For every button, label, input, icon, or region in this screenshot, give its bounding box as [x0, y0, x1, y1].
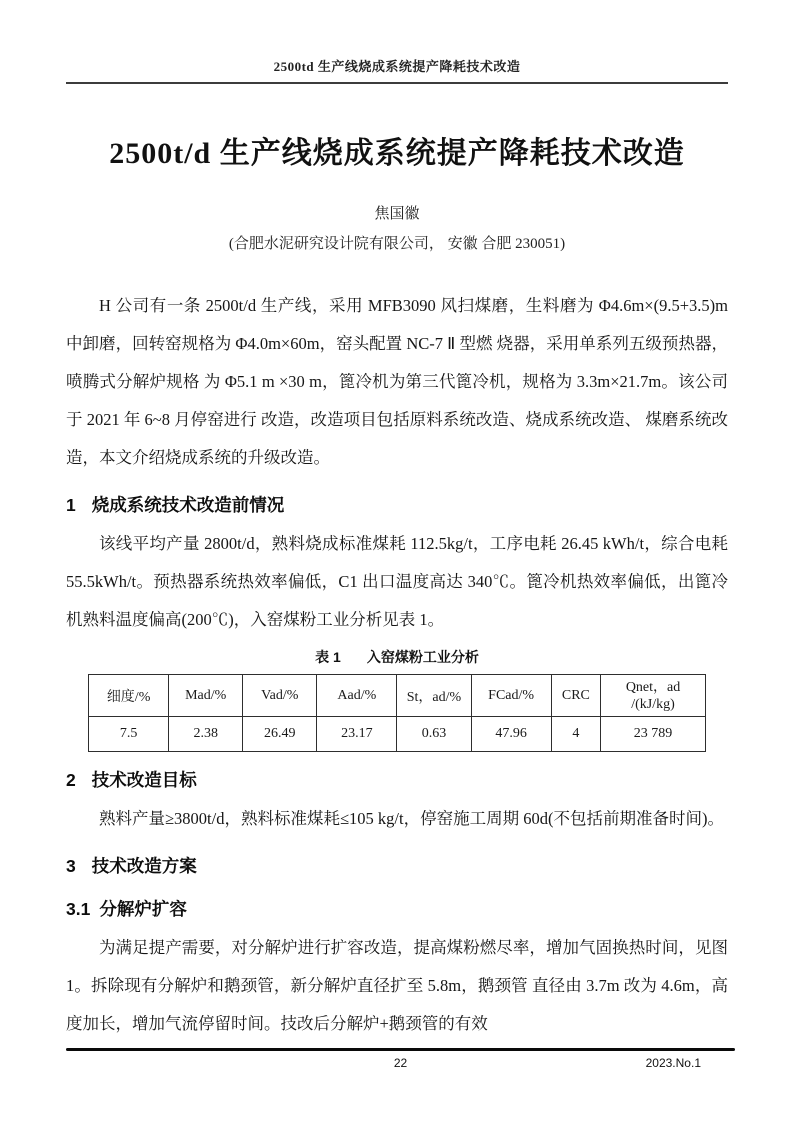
- table-cell: 4: [551, 717, 600, 752]
- table-header-cell: FCad/%: [471, 675, 551, 717]
- section-number: 2: [66, 770, 76, 790]
- section-3-1-paragraph: 为满足提产需要，对分解炉进行扩容改造，提高煤粉燃尽率，增加气固换热时间，见图 1。拆除现有分解炉和鹅颈管，新分解炉直径扩至 5.8m，鹅颈管 直径由 3.7m 改为 4.6m，高度加长，增加气流停留时间。技改后分解炉+鹅颈管的有效: [66, 938, 728, 1033]
- table-cell: 2.38: [169, 717, 243, 752]
- table-cell: 26.49: [243, 717, 317, 752]
- table-header-cell: St，ad/%: [397, 675, 471, 717]
- running-head: 2500td 生产线烧成系统提产降耗技术改造: [273, 59, 521, 74]
- section-number: 3.1: [66, 899, 91, 919]
- table-caption-label: 表 1: [315, 649, 341, 665]
- author: 焦国徽: [374, 206, 420, 222]
- paper-title: 2500t/d 生产线烧成系统提产降耗技术改造: [109, 137, 685, 170]
- table-cell: 23 789: [601, 717, 706, 752]
- intro-paragraph: H 公司有一条 2500t/d 生产线，采用 MFB3090 风扫煤磨，生料磨为 Φ4.6m×(9.5+3.5)m 中卸磨，回转窑规格为 Φ4.0m×60m，窑头配置 NC-7 Ⅱ 型燃 烧器，采用单系列五级预热器，喷腾式分解炉规格 为 Φ5.1 m ×30 m，篦冷机为第三代篦冷机，规格为 3.3m×21.7m。该公司于 2021 年 6~8 月停窑进行 改造，改造项目包括原料系统改造、烧成系统改造、 煤磨系统改造，本文介绍烧成系统的升级改造。: [66, 296, 728, 467]
- section-number: 3: [66, 856, 76, 876]
- table-cell: 0.63: [397, 717, 471, 752]
- table-header-line1: Qnet，ad: [625, 679, 681, 695]
- section-heading-3-1: [66, 894, 728, 924]
- coal-analysis-table: [88, 674, 706, 752]
- page-content: [66, 0, 728, 1043]
- section-2-paragraph: 熟料产量≥3800t/d，熟料标准煤耗≤105 kg/t，停窑施工周期 60d(不包括前期准备时间)。: [99, 809, 724, 828]
- table-cell: 7.5: [89, 717, 169, 752]
- footer-row: [66, 1056, 735, 1072]
- section-heading-3: [66, 851, 728, 881]
- table-header-cell: Aad/%: [317, 675, 397, 717]
- table-header-cell: Mad/%: [169, 675, 243, 717]
- table-header-cell: [601, 675, 706, 717]
- table-cell: 23.17: [317, 717, 397, 752]
- issue-label: 2023.No.1: [645, 1056, 701, 1070]
- table-cell: 47.96: [471, 717, 551, 752]
- section-heading-2: [66, 765, 728, 795]
- table-data-row: [89, 717, 706, 752]
- table-header-row: [89, 675, 706, 717]
- table-header-cell: CRC: [551, 675, 600, 717]
- header-rule: [66, 82, 728, 84]
- section-1-paragraph: 该线平均产量 2800t/d，熟料烧成标准煤耗 112.5kg/t，工序电耗 26.45 kWh/t，综合电耗 55.5kWh/t。预热器系统热效率偏低，C1 出口温度高达 340℃。篦冷机热效率偏低，出篦冷机熟料温度偏高(200℃)，入窑煤粉工业分析见表 1。: [66, 534, 728, 629]
- section-title: 烧成系统技术改造前情况: [91, 495, 285, 515]
- section-title: 技术改造目标: [91, 770, 197, 790]
- table-caption-title: 入窑煤粉工业分析: [366, 649, 479, 665]
- table-header-cell: Vad/%: [243, 675, 317, 717]
- page-number: 22: [393, 1056, 408, 1070]
- table-header-line2: /(kJ/kg): [631, 696, 675, 712]
- section-title: 分解炉扩容: [99, 899, 187, 919]
- section-number: 1: [66, 495, 76, 515]
- table-header-cell: 细度/%: [89, 675, 169, 717]
- footer-rule: [66, 1048, 735, 1051]
- section-heading-1: [66, 490, 728, 520]
- section-title: 技术改造方案: [91, 856, 197, 876]
- table-caption: [66, 647, 728, 667]
- affiliation: (合肥水泥研究设计院有限公司， 安徽 合肥 230051): [228, 236, 566, 252]
- page-footer: [66, 1048, 735, 1072]
